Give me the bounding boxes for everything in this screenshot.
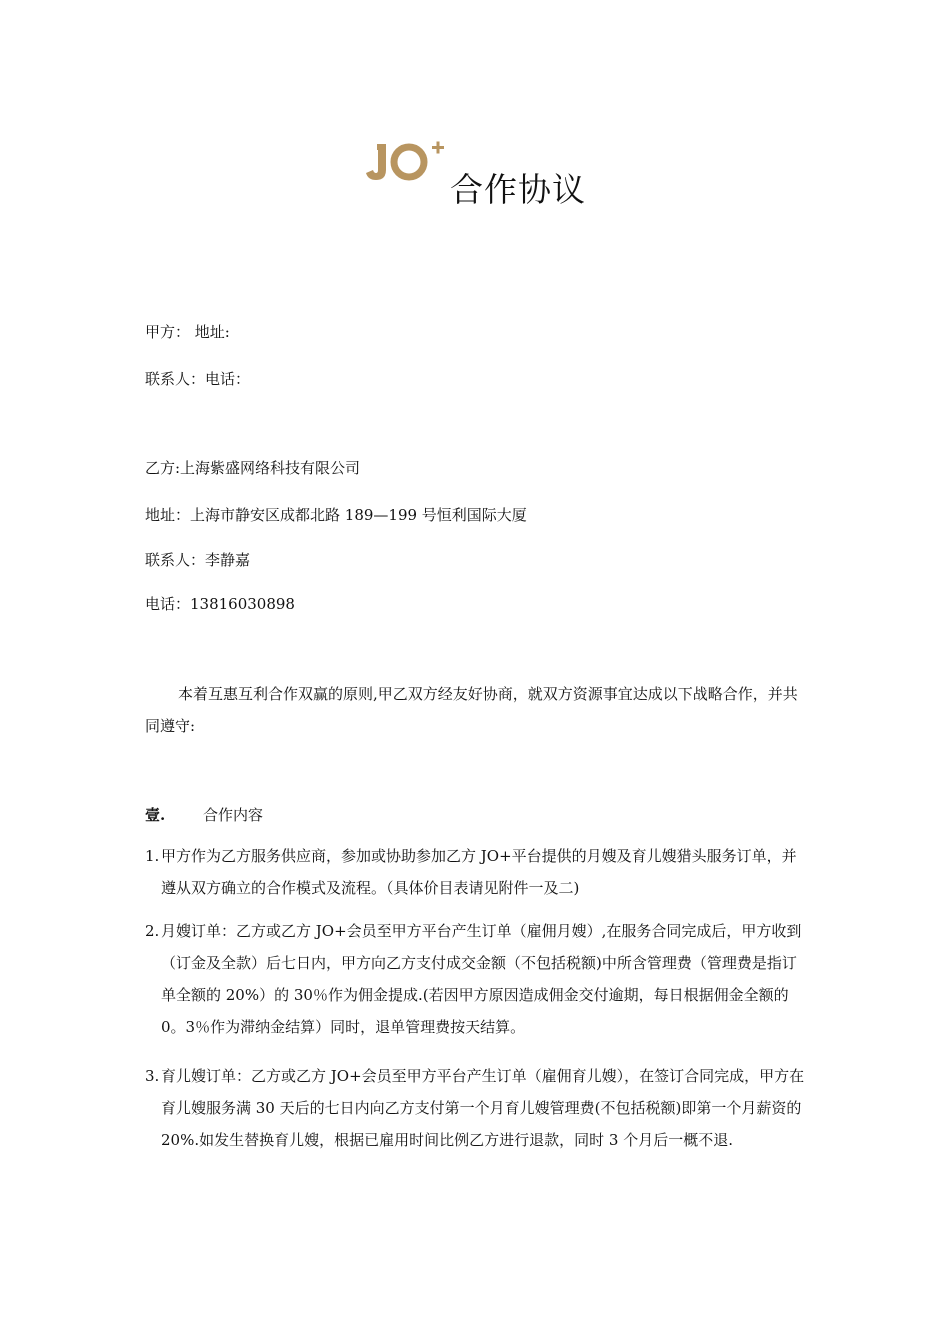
party-a-contact-line: 联系人：电话：	[145, 370, 251, 388]
clause-number: 1.	[145, 847, 160, 865]
clause-item	[145, 840, 807, 904]
party-b-address: 地址：上海市静安区成都北路 189—199 号恒利国际大厦	[145, 506, 527, 524]
clause-text: 月嫂订单：乙方或乙方 JO+会员至甲方平台产生订单（雇佣月嫂）,在服务合同完成后，甲方收到（订金及全款）后七日内，甲方向乙方支付成交金额（不包括税额)中所含管理费（管理费是指订单全额的 20%）的 30％作为佣金提成.(若因甲方原因造成佣金交付逾期，每日根据佣金全额的 0。3％作为滞纳金结算）同时，退单管理费按天结算。	[161, 922, 802, 1036]
party-a-address-line: 甲方： 地址:	[145, 323, 230, 341]
party-b-name: 乙方:上海紫盛网络科技有限公司	[145, 459, 361, 477]
intro-paragraph: 本着互惠互利合作双赢的原则,甲乙双方经友好协商，就双方资源事宜达成以下战略合作，并共同遵守:	[145, 685, 798, 735]
clause-item	[145, 1060, 807, 1156]
section-title: 合作内容	[203, 806, 264, 824]
clause-text: 育儿嫂订单：乙方或乙方 JO+会员至甲方平台产生订单（雇佣育儿嫂），在签订合同完成，甲方在育儿嫂服务满 30 天后的七日内向乙方支付第一个月育儿嫂管理费(不包括税额)即第一个月薪资的 20%.如发生替换育儿嫂，根据已雇用时间比例乙方进行退款，同时 3 个月后一概不退.	[161, 1067, 805, 1149]
party-b-contact: 联系人：李静嘉	[145, 551, 251, 569]
clause-text: 甲方作为乙方服务供应商，参加或协助参加乙方 JO+平台提供的月嫂及育儿嫂猎头服务订单，并遵从双方确立的合作模式及流程。（具体价目表请见附件一及二)	[161, 847, 797, 897]
document-title: 合作协议	[450, 170, 586, 209]
jo-plus-logo	[365, 140, 449, 184]
party-b-phone: 电话：13816030898	[145, 595, 295, 613]
section-number: 壹.	[145, 806, 166, 824]
section-heading	[145, 803, 263, 827]
clause-number: 3.	[145, 1067, 160, 1085]
clause-number: 2.	[145, 922, 160, 940]
clause-item	[145, 915, 807, 1043]
